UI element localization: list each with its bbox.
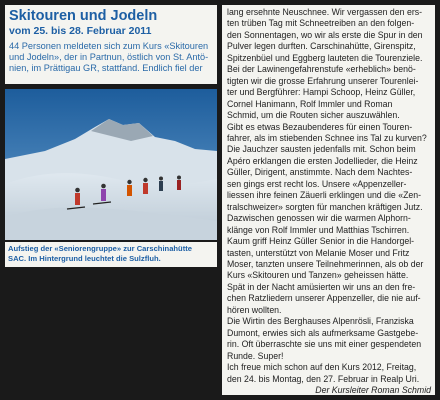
body-line: Güller, Dirigent, anstimmte. Nach dem Nachtes-	[227, 167, 413, 178]
ski-tour-photo	[5, 89, 217, 240]
body-line: Bei der Lawinengefahrenstufe «erheblich» benö-	[227, 64, 416, 75]
body-line: Ich freue mich schon auf den Kurs 2012, Freitag,	[227, 362, 417, 373]
body-line: Spät in der Nacht amüsierten wir uns an den fre-	[227, 281, 416, 292]
body-line: tralschweizer» sorgten für manchen kräftigen Jutz.	[227, 201, 423, 212]
body-line: Apéro erklangen die ersten Jodellieder, die Heinz	[227, 155, 418, 166]
body-line: rin. Oft überraschte sie uns mit einer gespendeten	[227, 339, 422, 350]
body-line: tigten wir die grosse Erfahrung unserer Tourenlei-	[227, 75, 419, 86]
intro-line: 44 Personen meldeten sich zum Kurs «Skitouren	[9, 41, 209, 51]
body-line: fahrer, als im stiebenden Schnee ins Tal zu kurven?	[227, 132, 427, 143]
body-line: Gibt es etwas Bezaubenderes für einen Touren-	[227, 121, 413, 132]
photo-caption-box	[5, 242, 217, 267]
article-header	[5, 5, 217, 84]
author-signature: Der Kursleiter Roman Schmid	[315, 384, 431, 395]
body-line: klänge von Rolf Immler und Matthias Tschirren.	[227, 224, 410, 235]
photo-caption	[8, 244, 214, 264]
intro-line: und Jodeln», der in Partnun, östlich von St. Antö-	[9, 52, 209, 63]
body-line: Moser, tanzten unsere Teilnehmerinnen, als ob der	[227, 258, 424, 269]
body-line: tasten, unterstützt von Melanie Moser und Fritz	[227, 247, 410, 258]
body-line: hören wollten.	[227, 304, 282, 315]
caption-line: Aufstieg der «Seniorengruppe» zur Carschinahütte	[8, 244, 192, 253]
body-line: Kaum griff Heinz Güller Senior in die Handorgel-	[227, 236, 415, 247]
article-intro	[9, 41, 213, 75]
body-line: den Sonnentagen, wo wir als erste die Spur in den	[227, 29, 423, 40]
body-line: Pulver legen durften. Carschinahütte, Girenspitz,	[227, 41, 416, 52]
body-line: sen gings erst recht los. Unsere «Appenzeller-	[227, 178, 407, 189]
body-line: Kurs «Skitouren und Tanzen» geheissen hätte.	[227, 270, 409, 281]
body-line: Dumont, erwies sich als aufmerksame Gastgebe-	[227, 327, 419, 338]
body-line: Spitzenbüel und Eggberg lauteten die Tourenziele.	[227, 52, 423, 63]
body-line: ter und Bergführer: Hampi Schoop, Heinz Güller,	[227, 87, 416, 98]
article-title: Skitouren und Jodeln	[9, 8, 158, 24]
article-body	[227, 7, 431, 396]
body-line: Schmid, um die Routen sicher auszuwählen.	[227, 110, 400, 121]
article-subtitle: vom 25. bis 28. Februar 2011	[9, 25, 152, 37]
mountain-photo-illustration	[5, 89, 217, 240]
body-line: ten trüben Tag mit Schneetreiben an den folgen-	[227, 18, 415, 29]
body-line: Runde. Super!	[227, 350, 284, 361]
body-line: Die Jauchzer sausten jedenfalls mit. Schon beim	[227, 144, 416, 155]
caption-line: SAC. Im Hintergrund leuchtet die Sulzfluh.	[8, 254, 161, 263]
intro-line: nien, im Prättigau GR, stattfand. Endlich fiel der	[9, 63, 203, 74]
body-line: Cornel Hanimann, Rolf Immler und Roman	[227, 98, 393, 109]
right-column	[222, 5, 435, 395]
body-line: lang ersehnte Neuschnee. Wir vergassen den ers-	[227, 7, 423, 17]
body-line: liessen ihre feinen Zäuerli erklingen und die «Zen-	[227, 190, 422, 201]
body-line: den 24. bis Montag, den 27. Februar in Realp Uri.	[227, 373, 420, 384]
left-column	[5, 5, 217, 389]
body-line: chen Ratzliedern unserer Appenzeller, die nie auf-	[227, 293, 421, 304]
body-line: Die Wirtin des Berghauses Alpenrösli, Franziska	[227, 316, 414, 327]
body-line: Dazwischen genossen wir die warmen Alphorn-	[227, 213, 411, 224]
